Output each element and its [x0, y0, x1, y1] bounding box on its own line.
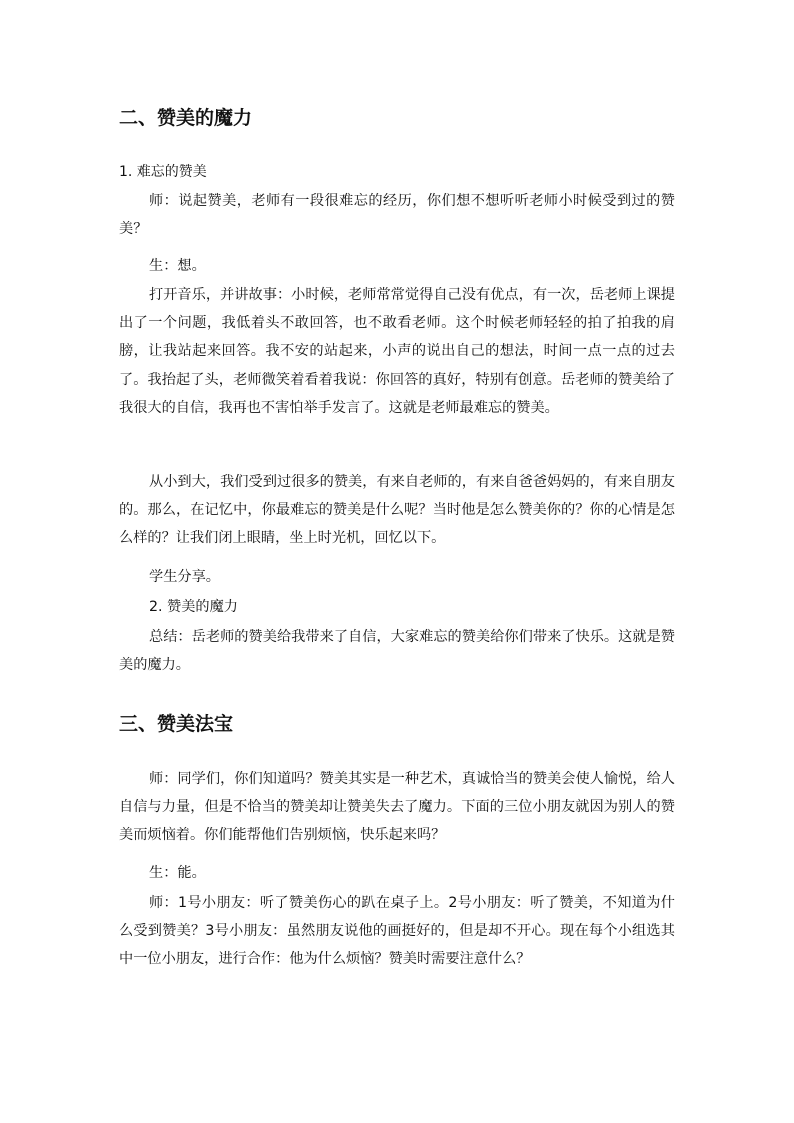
- section-heading-praise-tips: 三、赞美法宝: [119, 713, 234, 735]
- paragraph-student-share: 学生分享。: [149, 569, 220, 585]
- paragraph-student-reply: 生：想。: [149, 258, 206, 274]
- paragraph-teacher-intro: 师：说起赞美，老师有一段很难忘的经历，你们想不想听听老师小时候受到过的赞美？: [119, 193, 675, 238]
- section-heading-praise-magic: 二、赞美的魔力: [119, 107, 253, 129]
- paragraph-praise-art: 师：同学们，你们知道吗？赞美其实是一种艺术，真诚恰当的赞美会使人愉悦，给人自信与力量，但是不恰当的赞美却让赞美失去了魔力。下面的三位小朋友就因为别人的赞美而烦恼着。你们能帮他们告别烦恼，快乐起来吗？: [119, 771, 675, 844]
- paragraph-reflection: 从小到大，我们受到过很多的赞美，有来自老师的，有来自爸爸妈妈的，有来自朋友的。那么，在记忆中，你最难忘的赞美是什么呢？当时他是怎么赞美你的？你的心情是怎么样的？让我们闭上眼睛，坐上时光机，回忆以下。: [119, 474, 675, 547]
- paragraph-three-friends: 师：1号小朋友：听了赞美伤心的趴在桌子上。2号小朋友：听了赞美，不知道为什么受到赞美？3号小朋友：虽然朋友说他的画挺好的，但是却不开心。现在每个小组选其中一位小朋友，进行合作：他为什么烦恼？赞美时需要注意什么？: [119, 895, 675, 968]
- subheading-magic-of-praise: 2. 赞美的魔力: [149, 599, 238, 615]
- paragraph-story: 打开音乐，并讲故事：小时候，老师常常觉得自己没有优点，有一次，岳老师上课提出了一个问题，我低着头不敢回答，也不敢看老师。这个时候老师轻轻的拍了拍我的肩膀，让我站起来回答。我不安的站起来，小声的说出自己的想法，时间一点一点的过去了。我抬起了头，老师微笑着看着我说：你回答的真好，特别有创意。岳老师的赞美给了我很大的自信，我再也不害怕举手发言了。这就是老师最难忘的赞美。: [119, 287, 675, 416]
- subheading-memorable-praise: 1. 难忘的赞美: [119, 164, 207, 180]
- paragraph-summary: 总结：岳老师的赞美给我带来了自信，大家难忘的赞美给你们带来了快乐。这就是赞美的魔力。: [119, 629, 675, 674]
- paragraph-student-yes: 生：能。: [149, 865, 206, 881]
